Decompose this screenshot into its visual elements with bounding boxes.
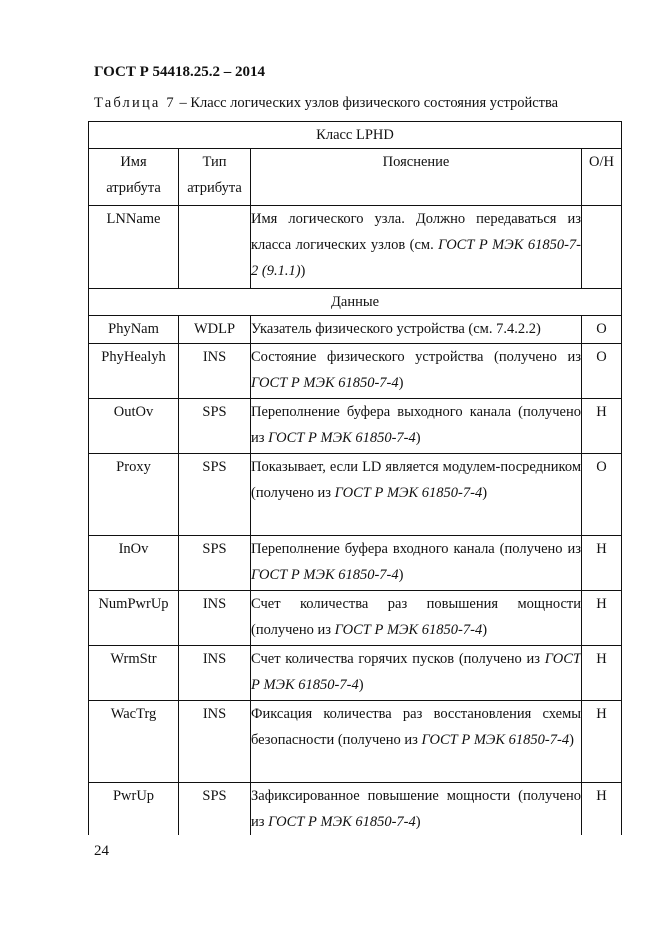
attr-desc-cell [251, 591, 582, 646]
table-row [89, 206, 622, 289]
standard-reference: ГОСТ Р МЭК 61850-7-4 [251, 651, 581, 693]
col-header-mo: О/Н [582, 149, 622, 206]
attr-mo-cell: Н [582, 646, 622, 701]
standard-reference: ГОСТ Р МЭК 61850-7-2 (9.1.1) [251, 237, 581, 279]
description-text: Переполнение буфера выходного канала (получено из [251, 404, 581, 446]
attr-desc-cell [251, 316, 582, 344]
attr-desc-cell [251, 344, 582, 399]
description-text: Зафиксированное повышение мощности (получено из [251, 788, 581, 830]
attr-name-cell: OutOv [89, 399, 179, 454]
standard-reference: ГОСТ Р МЭК 61850-7-4 [421, 732, 570, 748]
col-header-type-line2: атрибута [187, 180, 242, 196]
column-header-row [89, 149, 622, 206]
table-row [89, 783, 622, 836]
attr-name-cell: PhyNam [89, 316, 179, 344]
attr-name-cell: Proxy [89, 454, 179, 536]
attr-type-cell: INS [179, 591, 251, 646]
table-row [89, 536, 622, 591]
attr-name-cell: InOv [89, 536, 179, 591]
col-header-name-line1: Имя [120, 154, 147, 170]
description-text: ) [482, 485, 488, 501]
description-text: Фиксация количества раз восстановления схемы безопасности (получено из [251, 706, 581, 748]
attr-type-cell: SPS [179, 536, 251, 591]
attr-mo-cell: Н [582, 536, 622, 591]
table-row [89, 344, 622, 399]
col-header-name-line2: атрибута [106, 180, 161, 196]
page-number: 24 [94, 843, 109, 859]
table-row [89, 454, 622, 536]
col-header-type [179, 149, 251, 206]
description-text: Показывает, если LD является модулем-посредником (получено из [251, 459, 581, 501]
standard-reference: ГОСТ Р МЭК 61850-7-4 [268, 814, 416, 830]
attr-name-cell: LNName [89, 206, 179, 289]
table-row [89, 701, 622, 783]
col-header-desc: Пояснение [251, 149, 582, 206]
description-text: ) [358, 677, 364, 693]
attr-desc-cell [251, 399, 582, 454]
attr-name-cell: WacTrg [89, 701, 179, 783]
attr-mo-cell: Н [582, 399, 622, 454]
attr-desc-cell [251, 783, 582, 836]
description-text: Счет количества раз повышения мощности (получено из [251, 596, 581, 638]
attr-type-cell: SPS [179, 399, 251, 454]
attr-desc-cell [251, 536, 582, 591]
standard-reference: ГОСТ Р МЭК 61850-7-4 [334, 622, 483, 638]
attr-mo-cell: О [582, 344, 622, 399]
col-header-name [89, 149, 179, 206]
data-section-row [89, 289, 622, 316]
description-text: Имя логического узла. Должно передаваться из класса логических узлов (см. [251, 211, 581, 253]
table-caption-label: Таблица 7 [94, 95, 176, 111]
description-text: Счет количества горячих пусков (получено из [251, 651, 545, 667]
col-header-type-line1: Тип [202, 154, 227, 170]
description-text: ) [482, 622, 488, 638]
attr-mo-cell: О [582, 454, 622, 536]
attr-desc-cell [251, 701, 582, 783]
attr-desc-cell [251, 646, 582, 701]
standard-reference: ГОСТ Р МЭК 61850-7-4 [268, 430, 416, 446]
attr-name-cell: WrmStr [89, 646, 179, 701]
data-section-cell: Данные [89, 289, 622, 316]
attr-type-cell: INS [179, 344, 251, 399]
standard-reference: ГОСТ Р МЭК 61850-7-4 [251, 567, 399, 583]
table-row [89, 591, 622, 646]
attr-type-cell: WDLP [179, 316, 251, 344]
table-row [89, 646, 622, 701]
attr-desc-cell [251, 454, 582, 536]
class-title-row [89, 122, 622, 149]
attr-name-cell: PwrUp [89, 783, 179, 836]
attr-type-cell: SPS [179, 783, 251, 836]
attr-mo-cell [582, 206, 622, 289]
standard-reference: ГОСТ Р МЭК 61850-7-4 [334, 485, 483, 501]
attr-mo-cell: Н [582, 591, 622, 646]
attr-mo-cell: Н [582, 783, 622, 836]
attr-type-cell [179, 206, 251, 289]
lphd-table [88, 121, 622, 835]
description-text: ) [569, 732, 574, 748]
attr-desc-cell [251, 206, 582, 289]
attr-mo-cell: О [582, 316, 622, 344]
attr-type-cell: SPS [179, 454, 251, 536]
attr-type-cell: INS [179, 646, 251, 701]
attr-mo-cell: Н [582, 701, 622, 783]
description-text: Указатель физического устройства (см. 7.4.2.2) [251, 321, 541, 337]
description-text: ) [415, 814, 421, 830]
description-text: Переполнение буфера входного канала (получено из [251, 541, 581, 557]
description-text: ) [398, 567, 404, 583]
description-text: ) [415, 430, 421, 446]
attr-name-cell: PhyHealyh [89, 344, 179, 399]
document-header: ГОСТ Р 54418.25.2 – 2014 [94, 64, 266, 80]
table-row [89, 316, 622, 344]
description-text: ) [398, 375, 404, 391]
class-title-cell: Класс LPHD [89, 122, 622, 149]
description-text: Состояние физического устройства (получено из [251, 349, 581, 365]
attr-type-cell: INS [179, 701, 251, 783]
description-text: ) [300, 263, 306, 279]
table-caption [94, 95, 558, 112]
table-row [89, 399, 622, 454]
standard-reference: ГОСТ Р МЭК 61850-7-4 [251, 375, 399, 391]
table-caption-text: – Класс логических узлов физического состояния устройства [175, 95, 559, 111]
attr-name-cell: NumPwrUp [89, 591, 179, 646]
